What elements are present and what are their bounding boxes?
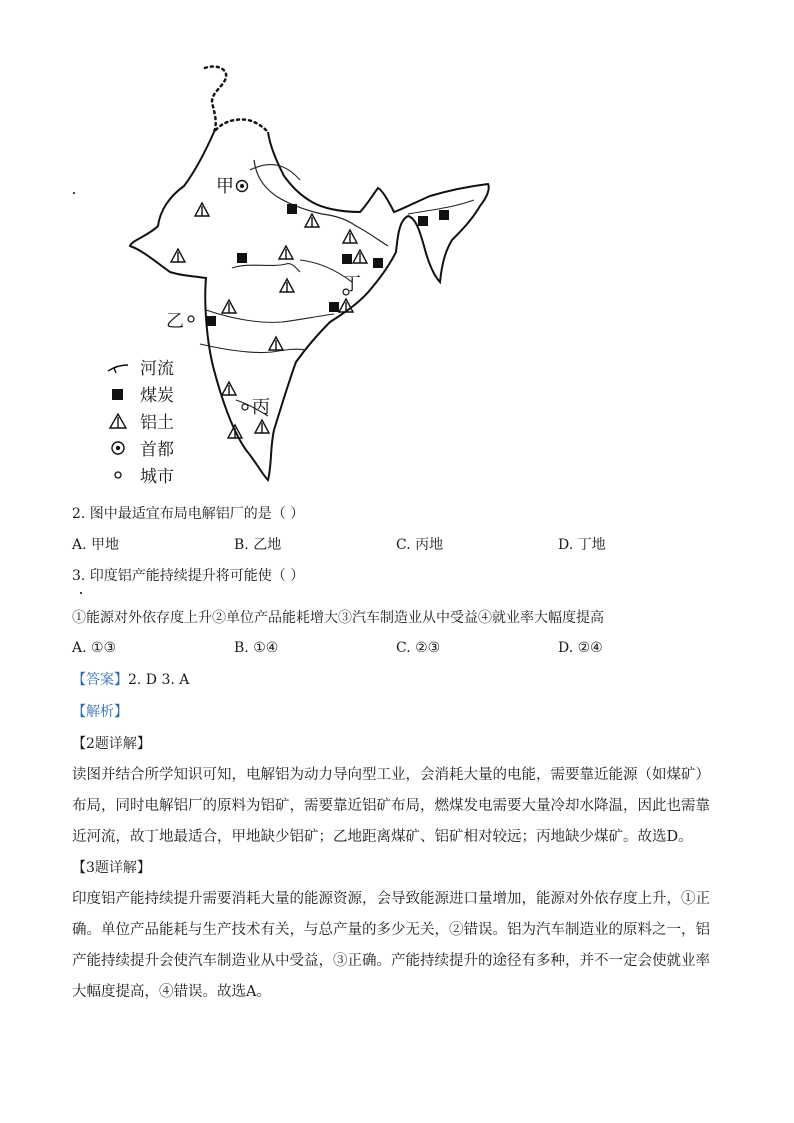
city-icon [106, 465, 132, 485]
city-icon [242, 404, 248, 410]
coal-icon [237, 253, 247, 263]
q3-stem: 3. 印度铝产能持续提升将可能使（ ） [72, 568, 305, 584]
stray-dot [80, 592, 82, 594]
bauxite-icon [171, 249, 185, 262]
label-ding: 丁 [343, 274, 361, 295]
coal-icon [329, 302, 339, 312]
legend-row-bauxite [106, 407, 174, 434]
legend-label: 煤炭 [140, 386, 174, 406]
legend-row-river [106, 353, 174, 380]
bauxite-icon [222, 382, 236, 395]
coal-icon [373, 258, 383, 268]
q2-option-b: B. 乙地 [234, 537, 282, 553]
q2-option-c: C. 丙地 [396, 537, 444, 553]
bauxite-icon [106, 411, 132, 431]
q2-stem: 2. 图中最适宜布局电解铝厂的是（ ） [72, 506, 305, 522]
legend-label: 铝土 [140, 413, 174, 433]
bauxite-icon [195, 203, 209, 216]
q2-option-d: D. 丁地 [558, 537, 606, 553]
coal-icon [206, 316, 216, 326]
bauxite-icon [269, 337, 283, 350]
answer-text: 2. D 3. A [128, 672, 190, 688]
krishna-river [200, 344, 306, 353]
label-bing: 丙 [252, 397, 270, 418]
q3-statements: ①能源对外依存度上升②单位产品能耗增大③汽车制造业从中受益④就业率大幅度提高 [72, 610, 604, 626]
coal-icon [439, 210, 449, 220]
city-icon [188, 316, 194, 322]
bauxite-icon [339, 299, 353, 312]
godavari-river [206, 310, 334, 322]
country-outline [130, 132, 489, 480]
answer-tag: 【答案】 [72, 672, 128, 688]
analysis-tag: 【解析】 [72, 704, 128, 720]
disputed-border [205, 66, 268, 132]
coal-icon [342, 254, 352, 264]
analysis-line [72, 702, 128, 722]
bauxite-icon [305, 214, 319, 227]
coal-icon [106, 384, 132, 404]
river-icon [106, 357, 132, 377]
stray-dot [73, 192, 75, 194]
legend-row-city [106, 461, 174, 488]
legend-row-coal [106, 380, 174, 407]
bauxite-icon [353, 250, 367, 263]
legend-label: 城市 [140, 467, 174, 487]
legend-label: 河流 [140, 359, 174, 379]
detail2-tag: 【2题详解】 [72, 736, 151, 752]
q3-option-a: A. ①③ [72, 640, 117, 656]
q3-option-c: C. ②③ [396, 640, 441, 656]
capital-icon [237, 181, 248, 192]
bauxite-icon [255, 420, 269, 433]
bauxite-icon [228, 425, 242, 438]
label-jia: 甲 [216, 176, 234, 197]
coal-deposits [206, 204, 449, 326]
detail3-tag: 【3题详解】 [72, 860, 151, 876]
q3-option-b: B. ①④ [234, 640, 279, 656]
answer-line [72, 670, 189, 690]
map-legend [106, 353, 174, 488]
label-yi: 乙 [166, 311, 184, 332]
coal-icon [287, 204, 297, 214]
coal-icon [418, 216, 428, 226]
q3-option-d: D. ②④ [558, 640, 603, 656]
detail3-text: 印度铝产能持续提升需要消耗大量的能源资源，会导致能源进口量增加，能源对外依存度上升，①正确。单位产品能耗与生产技术有关，与总产量的多少无关，②错误。铝为汽车制造业的原料之一，铝产能持续提升会使汽车制造业从中受益，③正确。产能持续提升的途径有多种，并不一定会使就业率大幅度提高，④错误。故选A。 [72, 891, 710, 1000]
bauxite-icon [280, 279, 294, 292]
legend-row-capital [106, 434, 174, 461]
q2-option-a: A. 甲地 [72, 537, 120, 553]
capital-icon [106, 438, 132, 458]
narmada-river [232, 264, 300, 272]
bauxite-icon [343, 230, 357, 243]
bauxite-icon [222, 300, 236, 313]
legend-label: 首都 [140, 440, 174, 460]
bauxite-icon [279, 246, 293, 259]
detail2-text: 读图并结合所学知识可知，电解铝为动力导向型工业，会消耗大量的电能，需要靠近能源（如煤矿）布局，同时电解铝厂的原料为铝矿，需要靠近铝矿布局，燃煤发电需要大量冷却水降温，因此也需靠近河流，故丁地最适合，甲地缺少铝矿；乙地距离煤矿、铝矿相对较远；丙地缺少煤矿。故选D。 [72, 767, 710, 845]
